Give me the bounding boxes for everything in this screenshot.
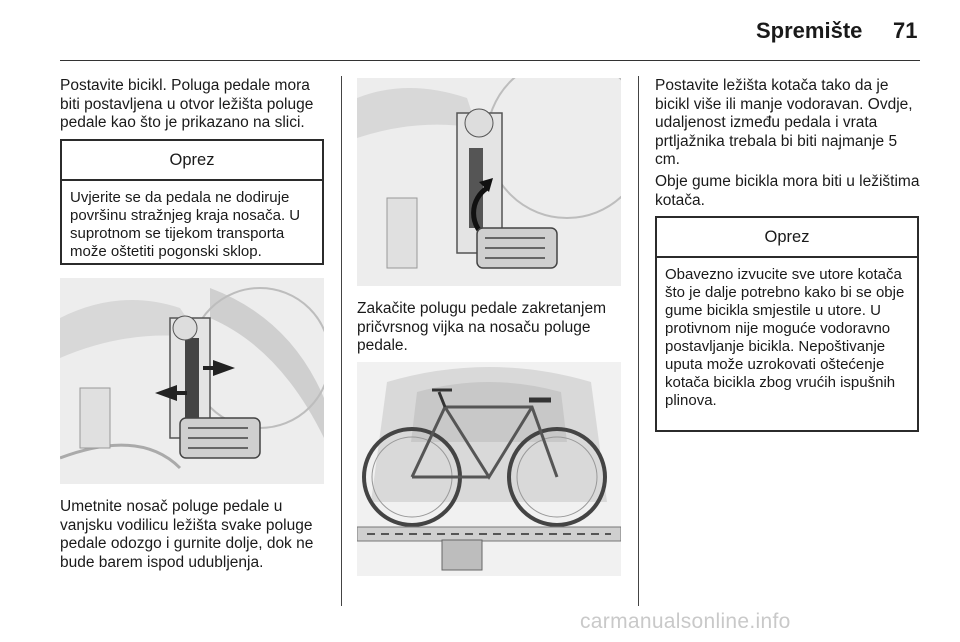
watermark: carmanualsonline.info xyxy=(580,610,791,633)
pedal-lever-illustration xyxy=(357,78,621,286)
caution-title: Oprez xyxy=(657,218,917,258)
instruction-paragraph: Postavite bicikl. Poluga pedale mora biti postavljena u otvor ležišta poluge pedale kao što je prikazano na slici. xyxy=(60,77,314,131)
caution-title: Oprez xyxy=(62,141,322,181)
instruction-paragraph: Postavite ležišta kotača tako da je bicikl više ili manje vodoravan. Ovdje, udaljenost između pedala i vrata prtljažnika trebala bi biti najmanje 5 cm. xyxy=(655,77,913,168)
caution-box xyxy=(60,139,324,265)
instruction-paragraph: Umetnite nosač poluge pedale u vanjsku vodilicu ležišta svake poluge pedale odozgo i gurnite dolje, dok ne bude barem ispod udubljenja. xyxy=(60,498,314,571)
instruction-paragraph: Obje gume bicikla mora biti u ležištima kotača. xyxy=(655,173,920,209)
pedal-holder-illustration xyxy=(60,278,324,484)
caution-box xyxy=(655,216,919,432)
column-divider-2 xyxy=(638,76,639,606)
header-divider xyxy=(60,60,920,61)
page-title: Spremište xyxy=(756,18,863,43)
caution-text: Uvjerite se da pedala ne dodiruje površinu stražnjeg kraja nosača. U suprotnom se tijekom transporta može oštetiti pogonski sklop. xyxy=(70,189,301,260)
page-number: 71 xyxy=(893,18,918,43)
bicycle-on-carrier-illustration xyxy=(357,362,621,576)
instruction-paragraph: Zakačite polugu pedale zakretanjem pričvrsnog vijka na nosaču poluge pedale. xyxy=(357,300,607,354)
column-divider-1 xyxy=(341,76,342,606)
caution-text: Obavezno izvucite sve utore kotača što je dalje potrebno kako bi se obje gume bicikla smjestile u utore. U protivnom nije moguće vodoravno postavljanje bicikla. Nepoštivanje uputa može uzrokovati oštećenje kotača bicikla zbog vrućih ispušnih plinova. xyxy=(665,266,905,409)
